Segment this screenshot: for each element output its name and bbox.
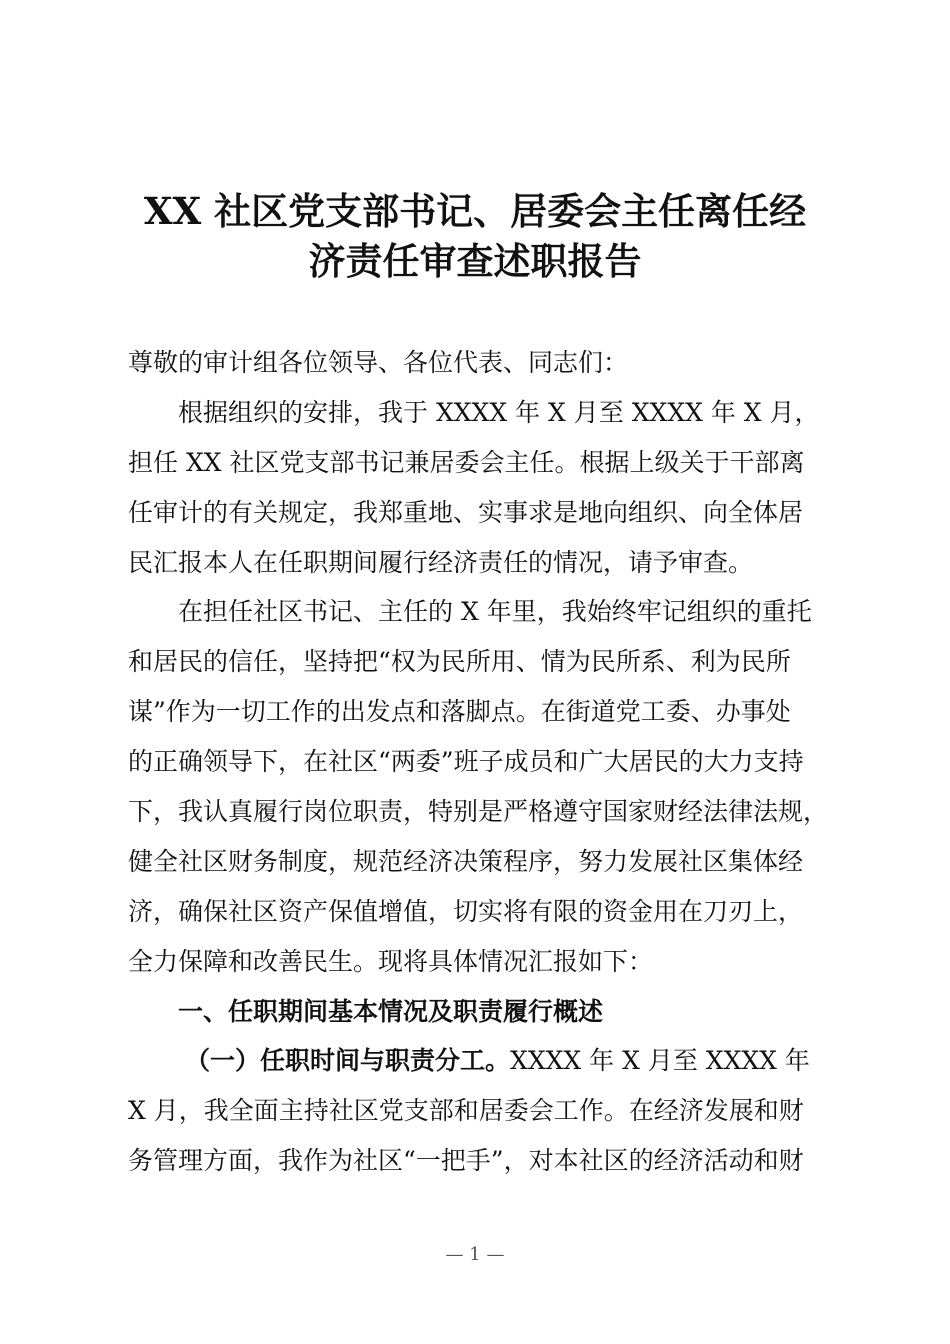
paragraph-2-line: 在担任社区书记、主任的 X 年里，我始终牢记组织的重托 [178,597,812,626]
section-heading-1: 一、任职期间基本情况及职责履行概述 [178,997,604,1026]
paragraph-2-line: 下，我认真履行岗位职责，特别是严格遵守国家财经法律法规， [128,797,829,826]
paragraph-2-line: 济，确保社区资产保值增值，切实将有限的资金用在刀刃上， [128,897,804,926]
paragraph-3-line: X 月，我全面主持社区党支部和居委会工作。在经济发展和财 [128,1096,804,1125]
title-line-1: XX 社区党支部书记、居委会主任离任经 [143,189,807,233]
page-number: — 1 — [445,1244,505,1265]
paragraph-2-line: 健全社区财务制度，规范经济决策程序，努力发展社区集体经 [128,847,804,876]
paragraph-2-line: 全力保障和改善民生。现将具体情况汇报如下： [128,947,654,976]
document-title [0,186,950,286]
paragraph-1-line: 民汇报本人在任职期间履行经济责任的情况，请予审查。 [128,548,754,577]
paragraph-2-line: 和居民的信任，坚持把“权为民所用、情为民所系、利为民所 [128,647,791,676]
paragraph-3-line: 务管理方面，我作为社区“一把手”，对本社区的经济活动和财 [128,1146,804,1175]
title-line-2: 济责任审查述职报告 [308,239,642,283]
paragraph-1-line: 担任 XX 社区党支部书记兼居委会主任。根据上级关于干部离 [128,448,805,477]
subsection-lead: （一）任职时间与职责分工。 [185,1046,511,1075]
paragraph-2-line: 的正确领导下，在社区“两委”班子成员和广大居民的大力支持 [128,747,804,776]
paragraph-1-line: 任审计的有关规定，我郑重地、实事求是地向组织、向全体居 [128,498,804,527]
paragraph-3-first-line [185,1046,855,1076]
salutation: 尊敬的审计组各位领导、各位代表、同志们： [128,348,629,377]
paragraph-3-first-rest: XXXX 年 X 月至 XXXX 年 [510,1046,810,1075]
paragraph-1-line: 根据组织的安排，我于 XXXX 年 X 月至 XXXX 年 X 月， [178,398,820,427]
paragraph-2-line: 谋”作为一切工作的出发点和落脚点。在街道党工委、办事处 [128,697,791,726]
